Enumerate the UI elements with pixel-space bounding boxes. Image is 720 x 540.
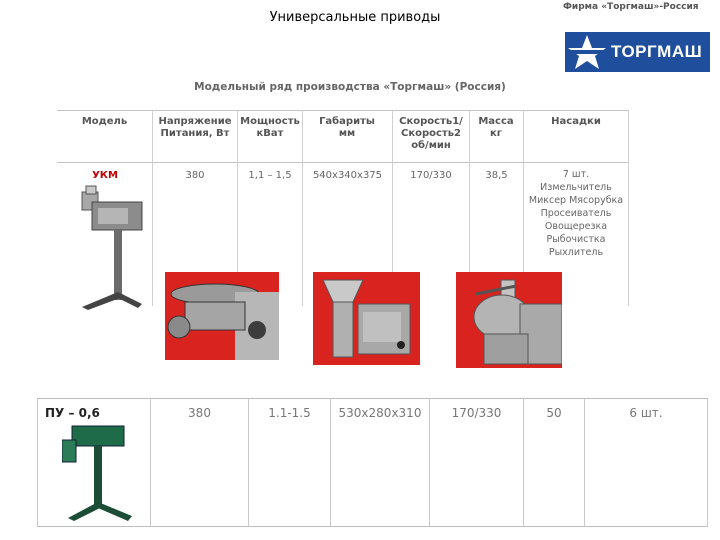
header-attachments: Насадки: [551, 116, 601, 127]
header-mass: Масса кг: [478, 116, 514, 139]
attachment-item: Просеиватель: [540, 208, 612, 219]
pu-voltage: 380: [188, 406, 211, 420]
ukm-machine-image: [62, 182, 152, 312]
pu-attachments: 6 шт.: [629, 406, 663, 420]
attachment-item: Рыхлитель: [548, 247, 604, 258]
pu-power: 1.1-1.5: [268, 406, 311, 420]
ukm-voltage: 380: [185, 170, 205, 181]
attachment-photo-vegetable-cutter: [456, 272, 562, 368]
table-heading: Модельный ряд производства «Торгмаш» (Россия): [194, 81, 506, 93]
ukm-attachments-list: [523, 168, 629, 259]
header-dimensions: Габариты мм: [319, 116, 375, 139]
header-power: Мощность кВат: [240, 116, 300, 139]
model-pu: ПУ – 0,6: [45, 406, 100, 420]
logo-star-icon: [565, 32, 609, 72]
header-voltage: Напряжение Питания, Вт: [158, 116, 232, 139]
firm-label: Фирма «Торгмаш»-Россия: [563, 2, 699, 12]
attachment-item: Рыбочистка: [546, 234, 606, 245]
attachment-photo-sifter: [313, 272, 420, 365]
pu-speed: 170/330: [451, 406, 502, 420]
attachment-item: 7 шт.: [562, 169, 590, 180]
attachment-item: Миксер Мясорубка: [528, 195, 624, 206]
ukm-power: 1,1 – 1,5: [248, 170, 292, 181]
attachment-photo-meat-grinder: [165, 272, 279, 360]
model-ukm: УКМ: [92, 170, 118, 181]
pu-dimensions: 530х280х310: [338, 406, 422, 420]
ukm-dimensions: 540х340х375: [312, 170, 383, 181]
logo-text: ТОРГМАШ: [611, 42, 703, 61]
pu-mass: 50: [546, 406, 562, 420]
attachment-item: Измельчитель: [540, 182, 612, 193]
product-table-bottom: [37, 398, 708, 527]
pu-machine-image: [62, 422, 142, 522]
header-speed: Скорость1/ Скорость2 об/мин: [399, 116, 463, 151]
slide-title: Универсальные приводы: [269, 10, 441, 25]
ukm-mass: 38,5: [485, 170, 508, 181]
company-logo: [565, 32, 710, 72]
ukm-speed: 170/330: [410, 170, 452, 181]
header-model: Модель: [81, 116, 128, 127]
attachment-item: Овощерезка: [544, 221, 608, 232]
